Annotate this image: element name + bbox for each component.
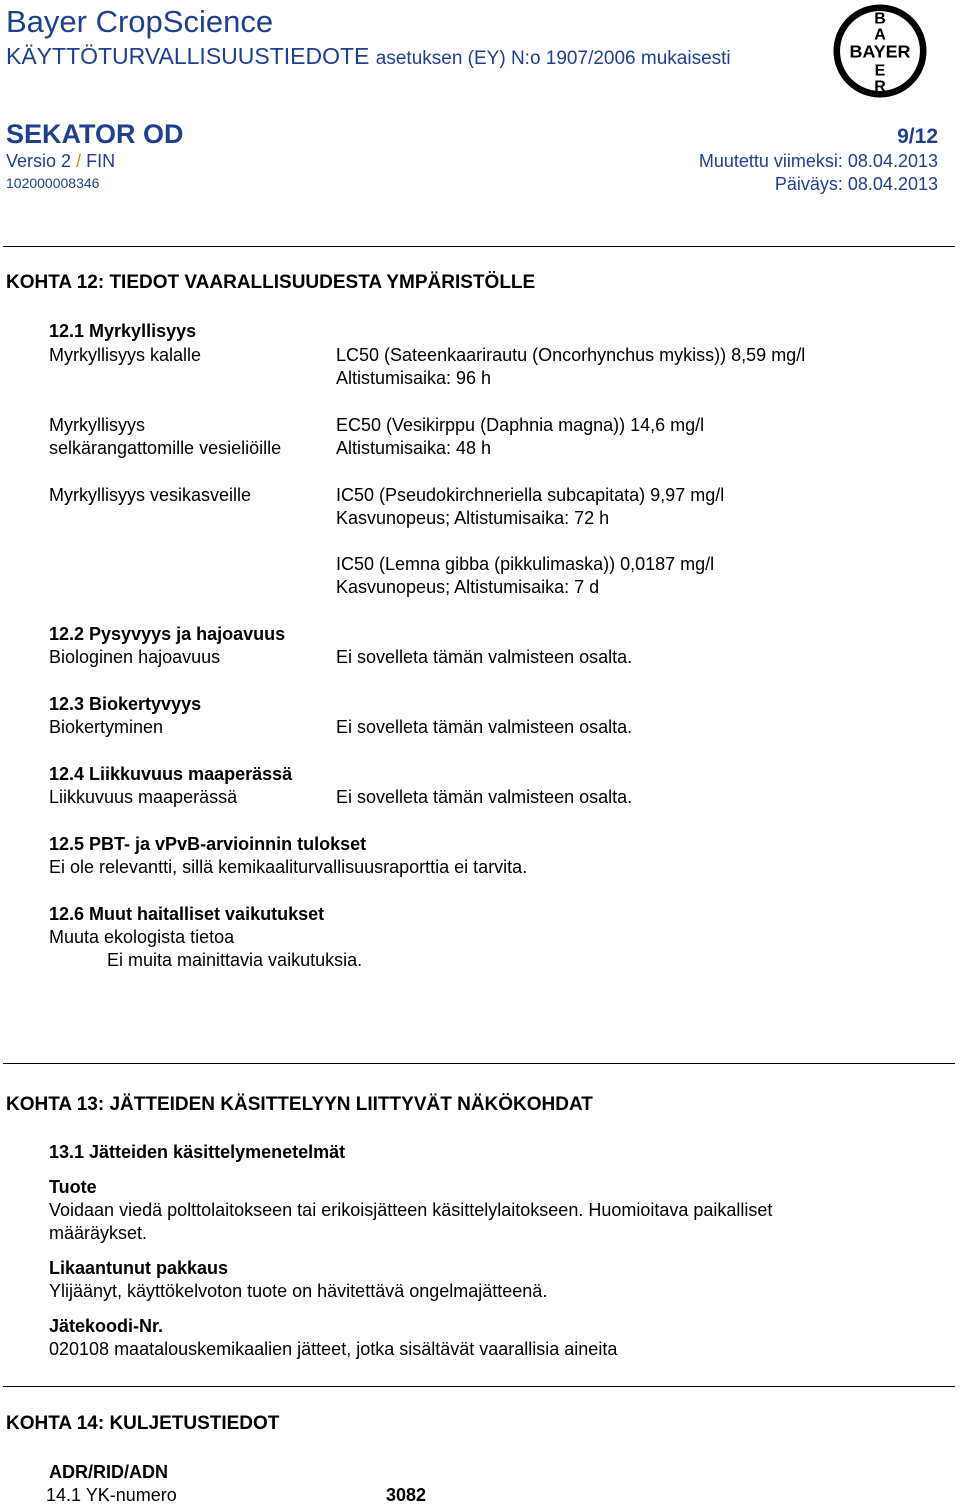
page-number: 9/12	[897, 125, 938, 148]
fish-toxicity-value: LC50 (Sateenkaarirautu (Oncorhynchus mykiss)) 8,59 mg/l	[336, 345, 806, 365]
waste-code-text: 020108 maatalouskemikaalien jätteet, jotka sisältävät vaarallisia aineita	[49, 1339, 618, 1359]
document-number: 102000008346	[6, 175, 100, 191]
plant-toxicity-value-2: IC50 (Lemna gibba (pikkulimaska)) 0,0187 mg/l	[336, 554, 715, 574]
invertebrate-toxicity-label-1: Myrkyllisyys	[49, 415, 145, 435]
version-language: FIN	[86, 151, 116, 171]
plant-toxicity-label: Myrkyllisyys vesikasveille	[49, 485, 252, 505]
subsection-12-5-heading: 12.5 PBT- ja vPvB-arvioinnin tulokset	[49, 834, 367, 854]
pbt-assessment-text: Ei ole relevantti, sillä kemikaaliturvallisuusraporttia ei tarvita.	[49, 857, 528, 877]
svg-text:R: R	[874, 78, 886, 96]
plant-exposure-1: Kasvunopeus; Altistumisaika: 72 h	[336, 508, 610, 528]
subsection-12-2-heading: 12.2 Pysyvyys ja hajoavuus	[49, 624, 286, 644]
product-disposal-label: Tuote	[49, 1177, 97, 1197]
soil-mobility-label: Liikkuvuus maaperässä	[49, 787, 238, 807]
document-title-main: KÄYTTÖTURVALLISUUSTIEDOTE	[6, 43, 370, 69]
un-number-label: 14.1 YK-numero	[46, 1485, 177, 1505]
un-number-value: 3082	[386, 1485, 427, 1505]
modified-date: Muutettu viimeksi: 08.04.2013	[698, 151, 938, 171]
product-disposal-text-2: määräykset.	[49, 1223, 148, 1243]
transport-mode-label: ADR/RID/ADN	[49, 1462, 168, 1482]
section-12-heading: KOHTA 12: TIEDOT VAARALLISUUDESTA YMPÄRISTÖLLE	[6, 272, 536, 293]
product-disposal-text-1: Voidaan viedä polttolaitokseen tai erikoisjätteen käsittelylaitokseen. Huomioitava paikalliset	[49, 1200, 773, 1220]
product-name: SEKATOR OD	[6, 119, 184, 149]
svg-text:BAYER: BAYER	[849, 41, 911, 62]
packaging-label: Likaantunut pakkaus	[49, 1258, 229, 1278]
fish-exposure-time: Altistumisaika: 96 h	[336, 368, 492, 388]
bioaccumulation-label: Biokertyminen	[49, 717, 164, 737]
section-13-divider	[3, 1386, 955, 1387]
version-separator: /	[76, 151, 82, 171]
invertebrate-exposure-time: Altistumisaika: 48 h	[336, 438, 492, 458]
biodegradability-value: Ei sovelleta tämän valmisteen osalta.	[336, 647, 633, 667]
section-14-heading: KOHTA 14: KULJETUSTIEDOT	[6, 1413, 280, 1434]
bioaccumulation-value: Ei sovelleta tämän valmisteen osalta.	[336, 717, 633, 737]
invertebrate-toxicity-label-2: selkärangattomille vesieliöille	[49, 438, 282, 458]
svg-text:B: B	[874, 10, 886, 28]
biodegradability-label: Biologinen hajoavuus	[49, 647, 221, 667]
company-name: Bayer CropScience	[6, 4, 274, 39]
bayer-logo	[833, 4, 927, 98]
svg-text:A: A	[874, 26, 886, 44]
plant-exposure-2: Kasvunopeus; Altistumisaika: 7 d	[336, 577, 600, 597]
document-title	[6, 42, 731, 73]
invertebrate-toxicity-value: EC50 (Vesikirppu (Daphnia magna)) 14,6 mg/l	[336, 415, 705, 435]
section-12-divider	[3, 1063, 955, 1064]
document-title-rest: asetuksen (EY) N:o 1907/2006 mukaisesti	[375, 48, 731, 69]
section-13-heading: KOHTA 13: JÄTTEIDEN KÄSITTELYYN LIITTYVÄT NÄKÖKOHDAT	[6, 1094, 593, 1115]
fish-toxicity-label: Myrkyllisyys kalalle	[49, 345, 202, 365]
version-prefix: Versio 2	[6, 151, 72, 171]
subsection-12-3-heading: 12.3 Biokertyvyys	[49, 694, 202, 714]
plant-toxicity-value-1: IC50 (Pseudokirchneriella subcapitata) 9,97 mg/l	[336, 485, 725, 505]
version-line	[6, 150, 115, 172]
other-ecological-label: Muuta ekologista tietoa	[49, 927, 235, 947]
svg-text:E: E	[874, 62, 886, 80]
subsection-12-4-heading: 12.4 Liikkuvuus maaperässä	[49, 764, 293, 784]
subsection-13-1-heading: 13.1 Jätteiden käsittelymenetelmät	[49, 1142, 346, 1162]
issue-date: Päiväys: 08.04.2013	[774, 174, 938, 194]
waste-code-label: Jätekoodi-Nr.	[49, 1316, 164, 1336]
soil-mobility-value: Ei sovelleta tämän valmisteen osalta.	[336, 787, 633, 807]
subsection-12-6-heading: 12.6 Muut haitalliset vaikutukset	[49, 904, 325, 924]
packaging-text: Ylijäänyt, käyttökelvoton tuote on hävitettävä ongelmajätteenä.	[49, 1281, 548, 1301]
subsection-12-1-heading: 12.1 Myrkyllisyys	[49, 321, 197, 341]
other-ecological-value: Ei muita mainittavia vaikutuksia.	[107, 950, 363, 970]
header-divider	[3, 246, 955, 247]
